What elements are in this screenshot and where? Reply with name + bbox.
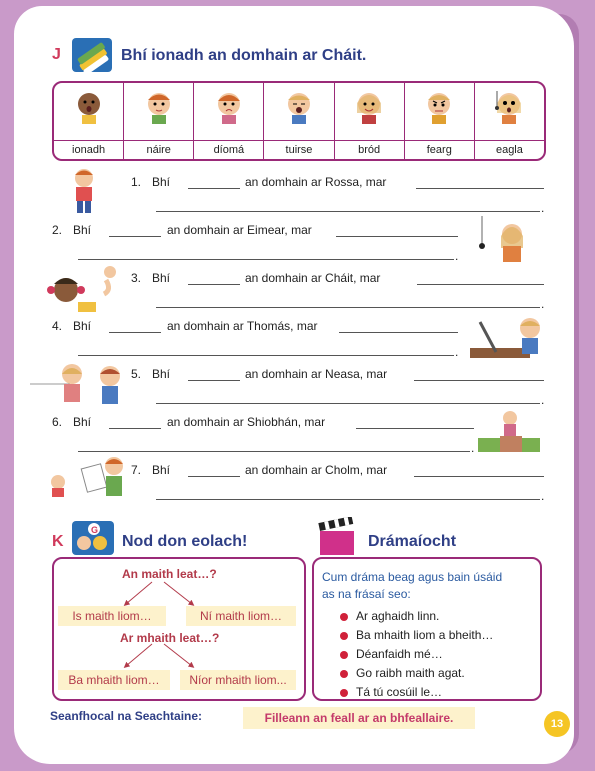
drama-phrase [340,647,443,661]
boy-reading-illustration [48,452,128,498]
emotion-label: bród [335,140,404,159]
crayons-icon [70,34,114,74]
answer-blank-line-2[interactable] [156,403,540,404]
answer-blank-reason[interactable] [414,476,544,477]
emotion-cell [264,83,334,159]
drama-phrase-text: Ba mhaith liom a bheith… [356,628,494,642]
drama-intro-1: Cum dráma beag agus bain úsáid [322,570,503,584]
emotion-label: fearg [405,140,474,159]
emotion-label: ionadh [54,140,123,159]
exercise-number: 7. [131,463,142,477]
exercise-prompt: an domhain ar Neasa, mar [245,367,388,381]
answer-blank-line-2[interactable] [156,499,540,500]
exercise-bhi: Bhí [152,175,171,189]
exercise-bhi: Bhí [152,271,171,285]
section-k-title: Nod don eolach! [122,533,248,550]
emotion-strip [52,81,546,161]
boy-digging-illustration [470,312,550,360]
emotion-cell [475,83,544,159]
emotion-cell [335,83,405,159]
exercise-prompt: an domhain ar Thomás, mar [167,319,318,333]
answer-yes-1: Is maith liom… [58,606,166,626]
emotion-label: eagla [475,140,544,159]
exercise-number: 2. [52,223,63,237]
drama-phrase-text: Ar aghaidh linn. [356,609,440,623]
page-number: 13 [544,711,570,737]
girls-whispering-illustration [30,360,130,408]
answer-blank-line-2[interactable] [78,451,470,452]
exercise-bhi: Bhí [73,223,92,237]
exercise-bhi: Bhí [152,463,171,477]
proverb-text: Filleann an feall ar an bhfeallaire. [243,707,475,729]
exercise-prompt: an domhain ar Cháit, mar [245,271,381,285]
drama-title: Drámaíocht [368,533,457,550]
answer-blank-reason[interactable] [336,236,458,237]
angry-boy-icon [424,89,454,125]
answer-blank-line-2[interactable] [78,355,454,356]
answer-blank-line-2[interactable] [156,211,540,212]
bullet-icon [340,689,348,697]
emotion-label: tuirse [264,140,333,159]
line-end-period: . [541,489,545,503]
exercise-number: 5. [131,367,142,381]
question-2: Ar mhaith leat…? [120,631,220,645]
girl-on-wall-illustration [478,408,540,454]
exercise-number: 4. [52,319,63,333]
clapperboard-icon [318,517,358,557]
proverb-label: Seanfhocal na Seachtaine: [50,709,203,723]
answer-yes-2: Ba mhaith liom… [58,670,170,690]
answer-blank-reason[interactable] [414,380,544,381]
exercise-number: 6. [52,415,63,429]
answer-blank-1[interactable] [188,188,240,189]
exercise-prompt: an domhain ar Cholm, mar [245,463,388,477]
answer-blank-line-2[interactable] [156,307,540,308]
drama-phrase-text: Go raibh maith agat. [356,666,465,680]
drama-phrase [340,609,439,623]
emotion-cell [194,83,264,159]
exercise-prompt: an domhain ar Shiobhán, mar [167,415,326,429]
line-end-period: . [455,345,459,359]
answer-blank-1[interactable] [188,380,240,381]
emotion-label: díomá [194,140,263,159]
answer-blank-reason[interactable] [416,188,544,189]
proud-girl-icon [354,89,384,125]
line-end-period: . [541,297,545,311]
bullet-icon [340,632,348,640]
girl-waving-illustration [46,260,126,314]
emotion-cell [124,83,194,159]
scared-girl-icon [494,89,524,125]
section-j-letter: J [52,46,61,63]
answer-blank-reason[interactable] [356,428,474,429]
disappointed-girl-icon [214,89,244,125]
surprised-boy-icon [74,89,104,125]
drama-phrase [340,666,465,680]
emotion-label: náire [124,140,193,159]
emotion-cell [405,83,475,159]
drama-intro-2: as na frásaí seo: [322,587,411,601]
drama-phrase [340,628,493,642]
bullet-icon [340,651,348,659]
exercise-prompt: an domhain ar Eimear, mar [167,223,312,237]
line-end-period: . [455,249,459,263]
exercise-bhi: Bhí [73,415,92,429]
exercise-bhi: Bhí [152,367,171,381]
tired-boy-icon [284,89,314,125]
embarrassed-boy-icon [144,89,174,125]
exercise-number: 1. [131,175,142,189]
section-k-letter: K [52,533,64,550]
answer-blank-reason[interactable] [417,284,544,285]
children-grammar-icon [70,519,116,557]
answer-blank-reason[interactable] [339,332,458,333]
answer-blank-1[interactable] [109,236,161,237]
section-j-title: Bhí ionadh an domhain ar Cháit. [121,47,367,64]
answer-blank-1[interactable] [188,476,240,477]
bullet-icon [340,613,348,621]
answer-blank-1[interactable] [109,428,161,429]
drama-phrase-text: Déanfaidh mé… [356,647,443,661]
question-1: An maith leat…? [122,567,217,581]
answer-no-2: Níor mhaith liom... [180,670,296,690]
drama-phrase-text: Tá tú cosúil le… [356,685,443,699]
answer-blank-1[interactable] [188,284,240,285]
girl-spider-illustration [474,216,534,266]
grammar-arrows [60,578,300,678]
line-end-period: . [541,393,545,407]
svg-text:G: G [91,525,99,535]
bullet-icon [340,670,348,678]
exercise-number: 3. [131,271,142,285]
exercise-bhi: Bhí [73,319,92,333]
answer-blank-line-2[interactable] [78,259,454,260]
answer-blank-1[interactable] [109,332,161,333]
answer-no-1: Ní maith liom… [186,606,296,626]
line-end-period: . [471,441,475,455]
boy-illustration [58,166,110,214]
emotion-cell [54,83,124,159]
drama-phrase [340,685,442,699]
line-end-period: . [541,201,545,215]
exercise-prompt: an domhain ar Rossa, mar [245,175,387,189]
